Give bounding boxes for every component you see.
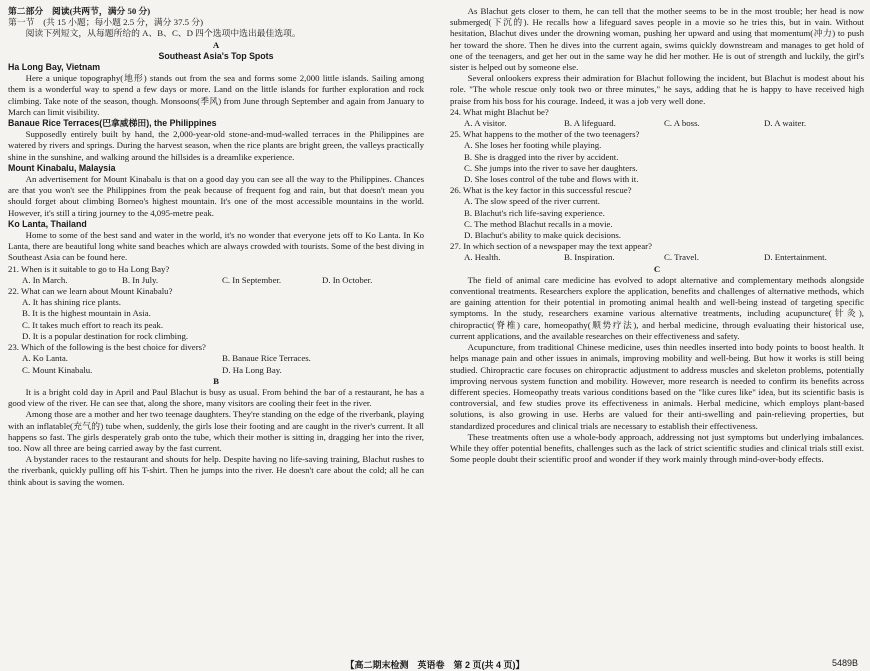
question-25-option-c: C. She jumps into the river to save her daughters. xyxy=(464,162,638,173)
passage-b-paragraph-1: It is a bright cold day in April and Paul Blachut is busy as usual. From behind the bar of a restaurant, he has a good view of the river. He can see that, along the shore, many visitors are cooling their feet in the river. xyxy=(8,386,424,409)
question-21-option-c: C. In September. xyxy=(222,274,282,285)
left-column xyxy=(8,6,424,488)
question-22-options xyxy=(8,297,424,342)
instruction-text: 阅读下列短文，从每题所给的 A、B、C、D 四个选项中选出最佳选项。 xyxy=(25,28,301,39)
question-21-stem: 21. When is it suitable to go to Ha Long Bay? xyxy=(8,263,170,274)
passage-a-heading-2: Banaue Rice Terraces(巴拿威梯田), the Philippines xyxy=(8,118,217,129)
question-27-stem: 27. In which section of a newspaper may the text appear? xyxy=(450,241,653,252)
passage-a-heading-3: Mount Kinabalu, Malaysia xyxy=(8,162,116,173)
passage-a-heading-4: Ko Lanta, Thailand xyxy=(8,218,87,229)
question-27-option-a: A. Health. xyxy=(464,252,501,263)
question-21-option-d: D. In October. xyxy=(322,274,373,285)
footer-page-label: 【高二期末检测 英语卷 第 2 页(共 4 页)】 xyxy=(345,660,525,670)
question-22-stem: 22. What can we learn about Mount Kinabalu? xyxy=(8,286,173,297)
question-23-option-c: C. Mount Kinabalu. xyxy=(22,364,93,375)
passage-c-letter: C xyxy=(653,263,661,274)
passage-b-paragraph-5: Several onlookers express their admiration for Blachut following the incident, but Blachut is modest about his role. "The whole rescue only took two or three minutes," he says, adding that he is happy to have received high praise from his boss for his courage. Indeed, it was a job very well done. xyxy=(450,73,864,106)
passage-c-paragraph-1: The field of animal care medicine has evolved to adopt alternative and complementary methods alongside conventional treatments. Researchers explore the application, benefits and challenges of alternative methods, which are gaining attention for their potential in promoting animal health and well-being instead of targeting specific symptoms. In the study, researchers examine various alternative treatments, including acupuncture(针灸), chiropractic(脊椎) care, homeopathy(顺势疗法), and herbal medicine, through evaluating their historical use, current applications, and the available researches on their effectiveness and safety. xyxy=(450,274,864,341)
question-25-option-d: D. She loses control of the tube and flows with it. xyxy=(464,174,639,185)
question-24-stem: 24. What might Blachut be? xyxy=(450,106,549,117)
question-23-options xyxy=(8,353,424,375)
question-26-option-a: A. The slow speed of the river current. xyxy=(464,196,600,207)
right-column xyxy=(450,6,864,465)
passage-a-paragraph-3: An advertisement for Mount Kinabalu is that on a good day you can see all the way to the Philippines. Chances are that you won't see the Philippines from the peak because of frequent fog and rain, but that doesn't mean you should forget about climbing Borneo's highest mountain. It's one of the most accessible mountains in the world. However, it's still a tiring journey to the 4,095-metre peak. xyxy=(8,174,424,218)
question-27-option-b: B. Inspiration. xyxy=(564,252,615,263)
passage-b-paragraph-2: Among those are a mother and her two teenage daughters. They're standing on the edge of the riverbank, playing with an inflatable(充气的) tube when, suddenly, the girls lose their footing and are caught in the river's current. It all happens so fast. The girls desperately grab onto the tube, which their mother is sitting in, dragging her into the river, too. Now all three are being carried away by the fast current. xyxy=(8,409,424,453)
question-23-stem: 23. Which of the following is the best choice for divers? xyxy=(8,342,206,353)
footer-paper-code: 5489B xyxy=(831,658,858,668)
passage-c-paragraph-3: These treatments often use a whole-body approach, addressing not just symptoms but underlying imbalances. While they offer potential benefits, challenges such as the lack of strict scientific studies and clinical trials still exist. Some people doubt their scientific proof and wonder if they work mainly through mind-over-body effects. xyxy=(450,431,864,465)
passage-a-heading-1: Ha Long Bay, Vietnam xyxy=(8,62,101,73)
question-26-stem: 26. What is the key factor in this successful rescue? xyxy=(450,185,632,196)
passage-b-letter: B xyxy=(213,375,219,386)
passage-b-paragraph-3: A bystander races to the restaurant and shouts for help. Despite having no life-saving training, Blachut rushes to the riverbank, quickly pulling off his T-shirt. Then he jumps into the river. He doesn't care about the cold; all he can think about is saving the women. xyxy=(8,454,424,487)
question-23-option-d: D. Ha Long Bay. xyxy=(222,364,282,375)
question-27-option-d: D. Entertainment. xyxy=(764,252,827,263)
passage-a-paragraph-1: Here a unique topography(地形) stands out from the sea and forms some 2,000 little islands. Sailing among them is a wonderful way to spend a few days or more. Land on the little islands for further exploration and rock climbing. Take note of the season, though. Monsoons(季风) from June through September and again from January to March can limit visibility. xyxy=(8,73,424,117)
passage-a-paragraph-4: Home to some of the best sand and water in the world, it's no wonder that everyone jets off to Ko Lanta. In Ko Lanta, there are beautiful long white sand beaches which are always crowded with tourists. Some of the best diving in Southeast Asia can be found here. xyxy=(8,230,424,263)
question-25-options xyxy=(450,140,864,185)
question-24-option-c: C. A boss. xyxy=(664,118,700,129)
question-24-option-d: D. A waiter. xyxy=(764,118,807,129)
passage-b-paragraph-4: As Blachut gets closer to them, he can tell that the mother seems to be in the most trouble; her head is now submerged(下沉的). He recalls how a lifeguard saves people in a movie so he tries this, but in vain. Without hesitation, Blachut dives under the drowning woman, pushing her upward and using that momentum(冲力) to push her toward the shore. Then he dives into the current again, swims quickly downstream and manages to get hold of one of the teenagers, and get her out in the same way he did her mother. He is out of strength and luckily, the girl's sister is helped out by someone else. xyxy=(450,6,864,73)
question-26-option-d: D. Blachut's ability to make quick decisions. xyxy=(464,230,621,241)
question-24-option-b: B. A lifeguard. xyxy=(564,118,616,129)
passage-a-title: Southeast Asia's Top Spots xyxy=(158,50,274,61)
part-heading: 第二部分 阅读(共两节，满分 50 分) xyxy=(8,6,151,16)
question-21-options xyxy=(8,275,424,286)
question-25-option-a: A. She loses her footing while playing. xyxy=(464,140,602,151)
question-27-option-c: C. Travel. xyxy=(664,252,699,263)
question-22-option-d: D. It is a popular destination for rock climbing. xyxy=(22,330,189,341)
section-heading: 第一节 (共 15 小题；每小题 2.5 分，满分 37.5 分) xyxy=(8,17,203,28)
passage-a-letter: A xyxy=(212,39,220,50)
passage-c-paragraph-2: Acupuncture, from traditional Chinese medicine, uses thin needles inserted into body points to boost health. It helps manage pain and other issues in animals, improving mobility and well-being. But how it works is still being studied. Chiropractic care focuses on chiropractic adjustment to address muscles and skeleton problems, potentially improving nervous system function and mobility. However, more research is needed to confirm its benefits across different species. Homeopathy treats various conditions based on the "like cures like" idea, but its scientific basis is controversial, and few studies prove its effectiveness in animals. Herbal medicine, which employs plant-based solutions, is also growing in use. Herbs are valued for their anti-swelling and pain-relieving properties, but standardized procedures and clinical trials are necessary to establish their effectiveness. xyxy=(450,342,864,431)
question-27-options xyxy=(450,252,864,263)
question-21-option-b: B. In July. xyxy=(122,274,159,285)
question-22-option-b: B. It is the highest mountain in Asia. xyxy=(22,308,151,319)
question-23-option-b: B. Banaue Rice Terraces. xyxy=(222,353,311,364)
question-26-option-b: B. Blachut's rich life-saving experience. xyxy=(464,207,605,218)
passage-a-paragraph-2: Supposedly entirely built by hand, the 2,000-year-old stone-and-mud-walled terraces in the Philippines are watered by rivers and springs. During the harvest season, when the rice plants are bright green, the valleys practically shine in the sunshine, and walking around the hillsides is a dreamlike experience. xyxy=(8,129,424,162)
question-21-option-a: A. In March. xyxy=(22,274,68,285)
question-23-option-a: A. Ko Lanta. xyxy=(22,353,68,364)
question-25-stem: 25. What happens to the mother of the two teenagers? xyxy=(450,129,640,140)
question-24-options xyxy=(450,118,864,129)
question-24-option-a: A. A visitor. xyxy=(464,118,507,129)
question-26-options xyxy=(450,196,864,241)
question-22-option-c: C. It takes much effort to reach its peak. xyxy=(22,319,164,330)
question-26-option-c: C. The method Blachut recalls in a movie. xyxy=(464,218,613,229)
question-25-option-b: B. She is dragged into the river by accident. xyxy=(464,151,619,162)
question-22-option-a: A. It has shining rice plants. xyxy=(22,297,121,308)
